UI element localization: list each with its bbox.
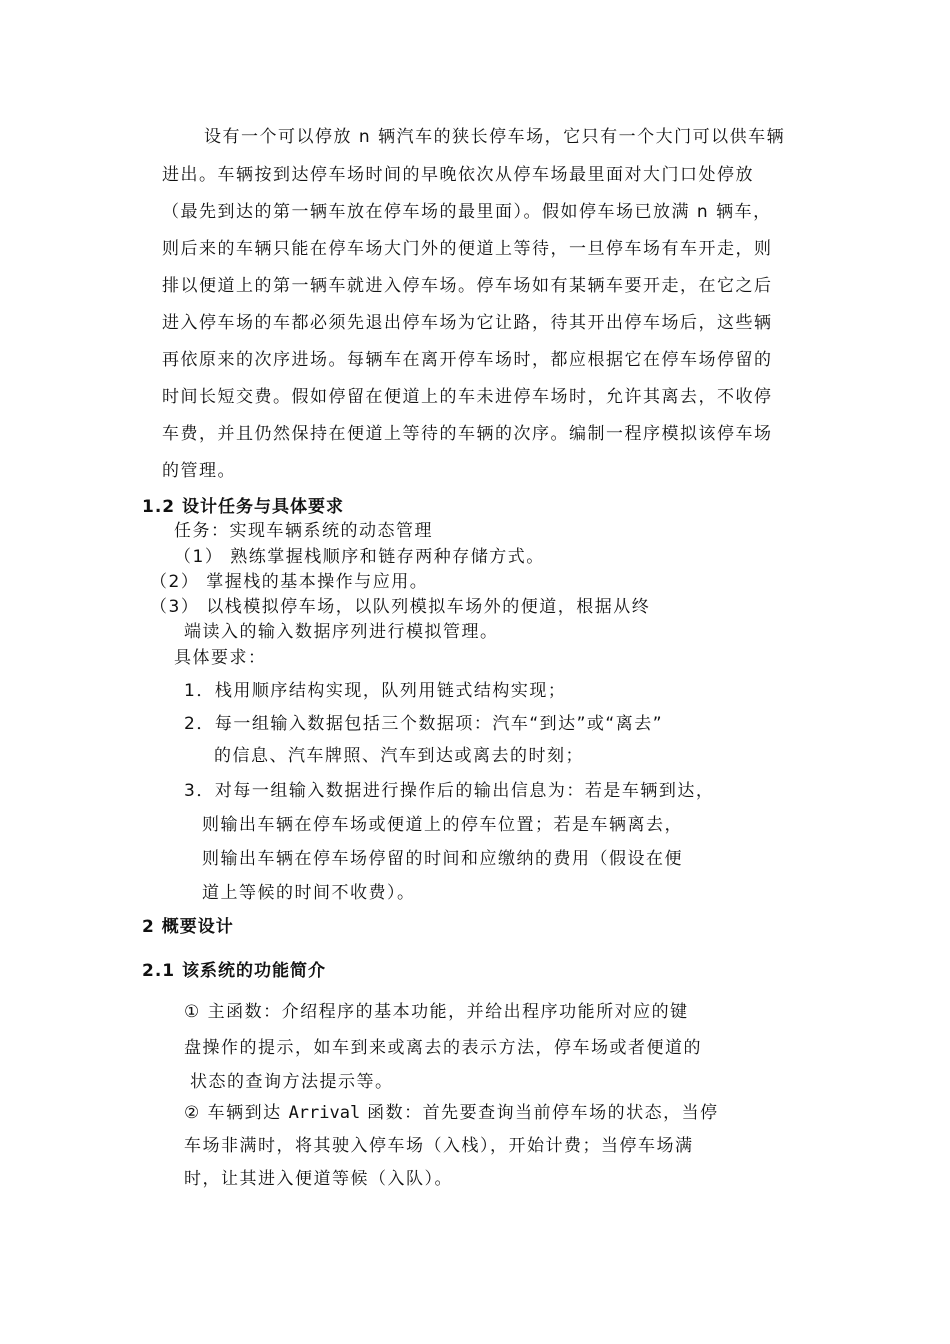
task-2: （2） 掌握栈的基本操作与应用。	[150, 572, 429, 592]
item-1-line-2: 盘操作的提示，如车到来或离去的表示方法，停车场或者便道的	[184, 1038, 702, 1058]
section-2-1-heading: 2.1 该系统的功能简介	[142, 961, 327, 981]
intro-line-2: 进出。车辆按到达停车场时间的早晚依次从停车场最里面对大门口处停放	[162, 165, 754, 185]
requirement-3: 3．对每一组输入数据进行操作后的输出信息为：若是车辆到达，	[184, 781, 715, 801]
task-3-cont: 端读入的输入数据序列进行模拟管理。	[184, 622, 499, 642]
item-2-prefix: ② 车辆到达	[184, 1103, 289, 1123]
arrival-function-name: Arrival	[288, 1103, 361, 1123]
requirements-label: 具体要求：	[174, 648, 267, 668]
intro-line-10: 的管理。	[162, 461, 236, 481]
item-1-line-3: 状态的查询方法提示等。	[190, 1072, 394, 1092]
task-3: （3） 以栈模拟停车场，以队列模拟车场外的便道，根据从终	[150, 597, 651, 617]
section-2-heading: 2 概要设计	[142, 917, 234, 937]
requirement-3-cont-2: 则输出车辆在停车场停留的时间和应缴纳的费用（假设在便	[202, 849, 683, 869]
task-1: （1） 熟练掌握栈顺序和链存两种存储方式。	[174, 547, 545, 567]
task-label: 任务：实现车辆系统的动态管理	[174, 521, 433, 541]
item-2-line-3: 时，让其进入便道等候（入队）。	[184, 1169, 453, 1189]
intro-line-8: 时间长短交费。假如停留在便道上的车未进停车场时，允许其离去，不收停	[162, 387, 773, 407]
section-1-2-heading: 1.2 设计任务与具体要求	[142, 497, 345, 517]
intro-line-9: 车费，并且仍然保持在便道上等待的车辆的次序。编制一程序模拟该停车场	[162, 424, 773, 444]
item-1-line-1: ① 主函数：介绍程序的基本功能，并给出程序功能所对应的键	[184, 1002, 689, 1022]
item-2-line-2: 车场非满时，将其驶入停车场（入栈），开始计费；当停车场满	[184, 1136, 694, 1156]
requirement-2: 2．每一组输入数据包括三个数据项：汽车“到达”或“离去”	[184, 714, 664, 734]
intro-line-4: 则后来的车辆只能在停车场大门外的便道上等待，一旦停车场有车开走，则	[162, 239, 773, 259]
requirement-2-cont: 的信息、汽车牌照、汽车到达或离去的时刻；	[214, 746, 584, 766]
requirement-3-cont-1: 则输出车辆在停车场或便道上的停车位置；若是车辆离去，	[202, 815, 683, 835]
requirement-3-cont-3: 道上等候的时间不收费）。	[202, 883, 416, 903]
intro-line-5: 排以便道上的第一辆车就进入停车场。停车场如有某辆车要开走，在它之后	[162, 276, 773, 296]
intro-line-7: 再依原来的次序进场。每辆车在离开停车场时，都应根据它在停车场停留的	[162, 350, 773, 370]
intro-line-1: 设有一个可以停放 n 辆汽车的狭长停车场，它只有一个大门可以供车辆	[204, 127, 786, 147]
intro-line-3: （最先到达的第一辆车放在停车场的最里面）。假如停车场已放满 n 辆车，	[162, 202, 772, 222]
item-2-suffix: 函数：首先要查询当前停车场的状态，当停	[360, 1103, 719, 1123]
requirement-1: 1．栈用顺序结构实现，队列用链式结构实现；	[184, 681, 567, 701]
item-2-line-1	[184, 1102, 719, 1124]
intro-line-6: 进入停车场的车都必须先退出停车场为它让路，待其开出停车场后，这些辆	[162, 313, 773, 333]
